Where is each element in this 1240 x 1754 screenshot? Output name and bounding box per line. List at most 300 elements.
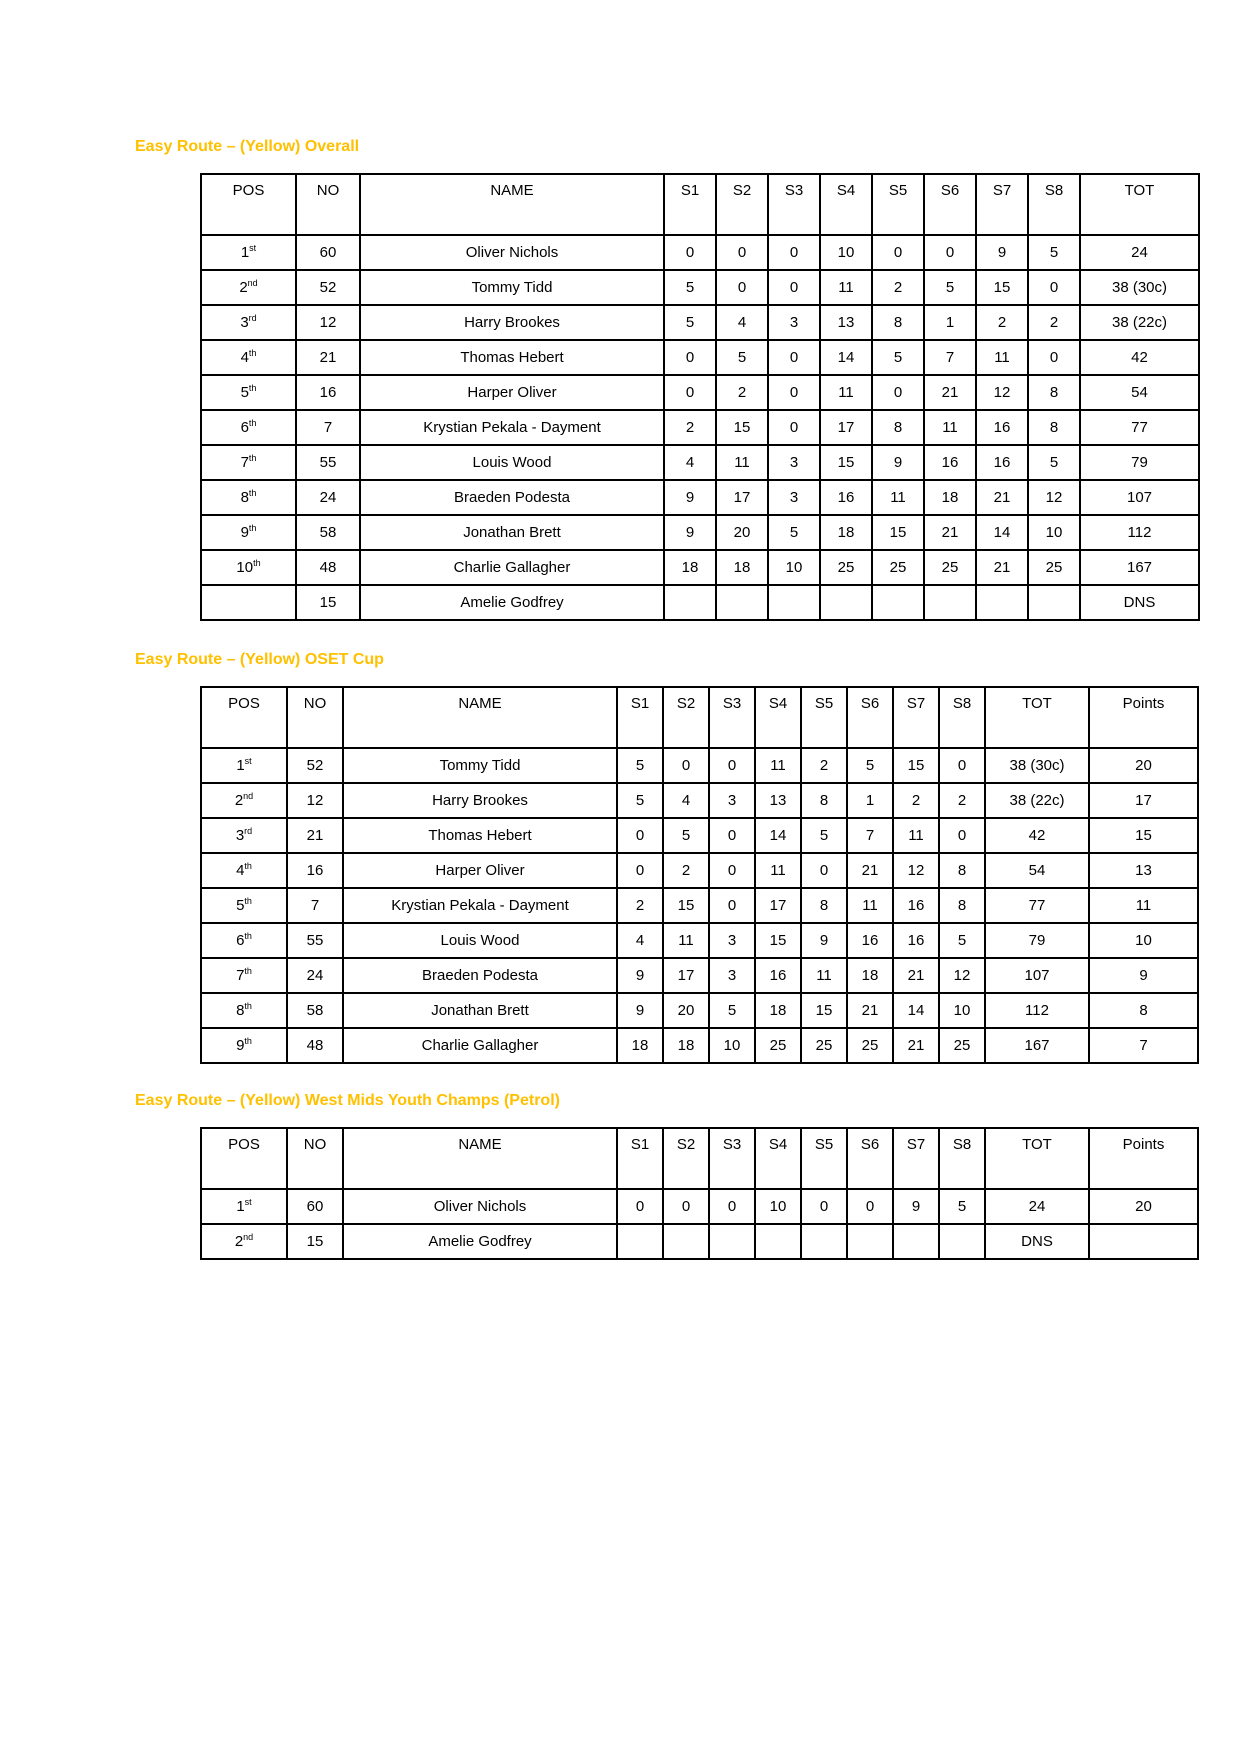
position-ordinal: nd	[243, 1232, 254, 1242]
cell-section-score-s3: 3	[768, 445, 820, 480]
cell-rider-name: Jonathan Brett	[360, 515, 664, 550]
column-header-name: NAME	[360, 174, 664, 235]
cell-points: 11	[1089, 888, 1198, 923]
cell-total: 24	[985, 1189, 1089, 1224]
table-row	[201, 748, 1198, 783]
cell-section-score-s8: 10	[1028, 515, 1080, 550]
table-row	[201, 375, 1199, 410]
column-header-pos: POS	[201, 174, 296, 235]
cell-total: 54	[1080, 375, 1199, 410]
cell-section-score-s2: 11	[663, 923, 709, 958]
results-table-west-mids	[200, 1127, 1199, 1260]
column-header-s2: S2	[663, 687, 709, 748]
cell-section-score-s2: 18	[663, 1028, 709, 1063]
cell-section-score-s4: 10	[820, 235, 872, 270]
cell-section-score-s4: 16	[755, 958, 801, 993]
cell-section-score-s8: 25	[1028, 550, 1080, 585]
cell-section-score-s7: 2	[976, 305, 1028, 340]
cell-section-score-s7: 16	[893, 888, 939, 923]
column-header-s4: S4	[755, 687, 801, 748]
column-header-s3: S3	[709, 687, 755, 748]
cell-section-score-s1: 5	[664, 305, 716, 340]
cell-section-score-s5: 0	[872, 375, 924, 410]
position-ordinal: th	[244, 1001, 252, 1011]
cell-section-score-s3: 3	[709, 958, 755, 993]
cell-rider-name: Louis Wood	[343, 923, 617, 958]
cell-total: DNS	[1080, 585, 1199, 620]
cell-section-score-s4: 25	[755, 1028, 801, 1063]
table-row	[201, 585, 1199, 620]
cell-total: 38 (22c)	[1080, 305, 1199, 340]
cell-rider-number: 21	[287, 818, 343, 853]
cell-section-score-s3: 3	[768, 480, 820, 515]
cell-rider-number: 52	[296, 270, 360, 305]
cell-section-score-s3: 0	[768, 235, 820, 270]
cell-rider-number: 55	[287, 923, 343, 958]
table-row	[201, 993, 1198, 1028]
cell-section-score-s2: 0	[663, 1189, 709, 1224]
cell-section-score-s1: 0	[617, 1189, 663, 1224]
cell-section-score-s5: 9	[801, 923, 847, 958]
cell-rider-number: 52	[287, 748, 343, 783]
cell-section-score-s6: 21	[847, 993, 893, 1028]
cell-position: 1st	[201, 1189, 287, 1224]
cell-section-score-s6: 7	[924, 340, 976, 375]
cell-rider-name: Braeden Podesta	[343, 958, 617, 993]
cell-section-score-s4: 18	[820, 515, 872, 550]
cell-position: 2nd	[201, 270, 296, 305]
cell-position: 10th	[201, 550, 296, 585]
cell-rider-name: Oliver Nichols	[343, 1189, 617, 1224]
column-header-s2: S2	[663, 1128, 709, 1189]
cell-total: 112	[985, 993, 1089, 1028]
section-oset-cup	[135, 650, 1240, 1064]
cell-section-score-s4: 11	[820, 270, 872, 305]
cell-section-score-s8: 2	[1028, 305, 1080, 340]
cell-rider-name: Harry Brookes	[360, 305, 664, 340]
cell-section-score-s5: 8	[872, 305, 924, 340]
cell-section-score-s1: 2	[617, 888, 663, 923]
cell-total: 24	[1080, 235, 1199, 270]
cell-position	[201, 585, 296, 620]
table-row	[201, 818, 1198, 853]
cell-rider-number: 12	[296, 305, 360, 340]
cell-points: 10	[1089, 923, 1198, 958]
cell-rider-number: 48	[287, 1028, 343, 1063]
position-ordinal: st	[244, 756, 252, 766]
cell-position: 5th	[201, 888, 287, 923]
cell-section-score-s6: 7	[847, 818, 893, 853]
position-ordinal: th	[244, 966, 252, 976]
table-row	[201, 1224, 1198, 1259]
column-header-s8: S8	[939, 687, 985, 748]
cell-section-score-s8: 8	[939, 853, 985, 888]
table-row	[201, 305, 1199, 340]
cell-section-score-s5	[801, 1224, 847, 1259]
cell-rider-number: 58	[296, 515, 360, 550]
cell-section-score-s3: 0	[709, 748, 755, 783]
header-row	[201, 687, 1198, 748]
cell-section-score-s2: 2	[663, 853, 709, 888]
cell-section-score-s3: 0	[768, 270, 820, 305]
cell-section-score-s1	[664, 585, 716, 620]
cell-section-score-s1: 4	[664, 445, 716, 480]
cell-section-score-s5: 5	[872, 340, 924, 375]
cell-total: 167	[1080, 550, 1199, 585]
table-row	[201, 340, 1199, 375]
cell-section-score-s1: 5	[664, 270, 716, 305]
section-west-mids	[135, 1091, 1240, 1260]
cell-section-score-s6: 18	[847, 958, 893, 993]
cell-section-score-s1: 9	[617, 993, 663, 1028]
column-header-pos: POS	[201, 687, 287, 748]
table-row	[201, 1189, 1198, 1224]
cell-section-score-s4: 14	[820, 340, 872, 375]
cell-section-score-s5: 9	[872, 445, 924, 480]
cell-section-score-s5: 15	[872, 515, 924, 550]
cell-section-score-s5: 25	[801, 1028, 847, 1063]
position-ordinal: th	[244, 1036, 252, 1046]
column-header-no: NO	[296, 174, 360, 235]
cell-section-score-s2: 15	[716, 410, 768, 445]
column-header-no: NO	[287, 1128, 343, 1189]
column-header-no: NO	[287, 687, 343, 748]
cell-section-score-s3: 0	[768, 375, 820, 410]
cell-section-score-s7: 11	[976, 340, 1028, 375]
cell-section-score-s7: 9	[893, 1189, 939, 1224]
cell-section-score-s8: 5	[939, 1189, 985, 1224]
cell-section-score-s4: 15	[820, 445, 872, 480]
cell-section-score-s7: 21	[893, 958, 939, 993]
cell-rider-number: 60	[287, 1189, 343, 1224]
position-ordinal: st	[249, 243, 257, 253]
cell-total: DNS	[985, 1224, 1089, 1259]
cell-section-score-s7: 21	[976, 550, 1028, 585]
cell-section-score-s2: 15	[663, 888, 709, 923]
cell-rider-number: 24	[287, 958, 343, 993]
table-row	[201, 923, 1198, 958]
column-header-s6: S6	[847, 687, 893, 748]
cell-section-score-s1: 0	[664, 235, 716, 270]
cell-section-score-s1: 5	[617, 748, 663, 783]
cell-section-score-s3: 3	[709, 923, 755, 958]
cell-section-score-s6: 16	[847, 923, 893, 958]
cell-section-score-s3: 10	[709, 1028, 755, 1063]
cell-points: 15	[1089, 818, 1198, 853]
cell-section-score-s7: 11	[893, 818, 939, 853]
cell-position: 9th	[201, 515, 296, 550]
table-row	[201, 445, 1199, 480]
cell-section-score-s5: 15	[801, 993, 847, 1028]
column-header-s6: S6	[924, 174, 976, 235]
cell-section-score-s3: 0	[709, 888, 755, 923]
cell-section-score-s6: 11	[847, 888, 893, 923]
cell-rider-name: Charlie Gallagher	[343, 1028, 617, 1063]
cell-section-score-s8: 5	[939, 923, 985, 958]
cell-total: 107	[985, 958, 1089, 993]
cell-section-score-s6: 25	[847, 1028, 893, 1063]
cell-section-score-s6: 21	[924, 515, 976, 550]
column-header-s7: S7	[976, 174, 1028, 235]
cell-section-score-s5: 11	[801, 958, 847, 993]
cell-total: 77	[985, 888, 1089, 923]
cell-section-score-s3	[768, 585, 820, 620]
cell-section-score-s8: 2	[939, 783, 985, 818]
cell-section-score-s5: 2	[801, 748, 847, 783]
cell-section-score-s3: 5	[709, 993, 755, 1028]
cell-section-score-s3: 5	[768, 515, 820, 550]
table-row	[201, 958, 1198, 993]
cell-section-score-s4: 18	[755, 993, 801, 1028]
cell-section-score-s7: 14	[976, 515, 1028, 550]
cell-section-score-s1: 4	[617, 923, 663, 958]
table-row	[201, 480, 1199, 515]
position-ordinal: th	[248, 383, 257, 393]
column-header-s4: S4	[755, 1128, 801, 1189]
cell-section-score-s8: 8	[1028, 375, 1080, 410]
cell-total: 42	[1080, 340, 1199, 375]
cell-section-score-s8: 8	[939, 888, 985, 923]
cell-section-score-s3: 0	[768, 340, 820, 375]
cell-section-score-s2	[663, 1224, 709, 1259]
position-ordinal: th	[248, 523, 257, 533]
cell-position: 8th	[201, 480, 296, 515]
column-header-tot: TOT	[985, 687, 1089, 748]
cell-section-score-s1	[617, 1224, 663, 1259]
cell-section-score-s5: 8	[801, 783, 847, 818]
cell-points: 8	[1089, 993, 1198, 1028]
cell-section-score-s5: 8	[801, 888, 847, 923]
cell-section-score-s2: 5	[716, 340, 768, 375]
cell-section-score-s8: 5	[1028, 235, 1080, 270]
cell-section-score-s8: 5	[1028, 445, 1080, 480]
cell-section-score-s6: 1	[924, 305, 976, 340]
cell-total: 107	[1080, 480, 1199, 515]
section-title-overall: Easy Route – (Yellow) Overall	[135, 138, 360, 155]
cell-section-score-s6: 0	[924, 235, 976, 270]
cell-total: 112	[1080, 515, 1199, 550]
cell-rider-name: Charlie Gallagher	[360, 550, 664, 585]
cell-section-score-s1: 18	[617, 1028, 663, 1063]
cell-rider-name: Harper Oliver	[343, 853, 617, 888]
cell-total: 38 (30c)	[1080, 270, 1199, 305]
cell-section-score-s7: 15	[893, 748, 939, 783]
cell-total: 79	[985, 923, 1089, 958]
cell-section-score-s2: 0	[716, 235, 768, 270]
cell-points: 20	[1089, 748, 1198, 783]
cell-position: 9th	[201, 1028, 287, 1063]
cell-position: 4th	[201, 853, 287, 888]
cell-section-score-s1: 9	[617, 958, 663, 993]
cell-section-score-s2	[716, 585, 768, 620]
results-table-overall	[200, 173, 1200, 621]
cell-position: 6th	[201, 923, 287, 958]
cell-position: 5th	[201, 375, 296, 410]
cell-position: 2nd	[201, 783, 287, 818]
position-ordinal: rd	[248, 313, 257, 323]
cell-section-score-s1: 5	[617, 783, 663, 818]
cell-position: 6th	[201, 410, 296, 445]
column-header-s7: S7	[893, 687, 939, 748]
cell-section-score-s2: 20	[663, 993, 709, 1028]
cell-section-score-s6: 5	[924, 270, 976, 305]
cell-section-score-s6: 21	[924, 375, 976, 410]
position-ordinal: th	[248, 488, 257, 498]
column-header-s3: S3	[768, 174, 820, 235]
cell-points: 9	[1089, 958, 1198, 993]
cell-section-score-s5: 11	[872, 480, 924, 515]
column-header-s1: S1	[664, 174, 716, 235]
cell-section-score-s7	[893, 1224, 939, 1259]
cell-section-score-s6: 25	[924, 550, 976, 585]
cell-section-score-s3: 0	[709, 853, 755, 888]
cell-section-score-s2: 17	[663, 958, 709, 993]
cell-section-score-s6	[847, 1224, 893, 1259]
cell-points: 20	[1089, 1189, 1198, 1224]
cell-section-score-s6: 18	[924, 480, 976, 515]
table-row	[201, 853, 1198, 888]
cell-rider-number: 12	[287, 783, 343, 818]
cell-section-score-s8: 0	[939, 748, 985, 783]
cell-position: 3rd	[201, 305, 296, 340]
cell-section-score-s7: 12	[893, 853, 939, 888]
table-row	[201, 1028, 1198, 1063]
cell-section-score-s5: 2	[872, 270, 924, 305]
cell-section-score-s4: 15	[755, 923, 801, 958]
cell-rider-name: Thomas Hebert	[343, 818, 617, 853]
cell-section-score-s2: 5	[663, 818, 709, 853]
column-header-tot: TOT	[985, 1128, 1089, 1189]
cell-position: 1st	[201, 748, 287, 783]
cell-points: 7	[1089, 1028, 1198, 1063]
cell-section-score-s4: 17	[820, 410, 872, 445]
cell-section-score-s1: 0	[617, 818, 663, 853]
column-header-points: Points	[1089, 1128, 1198, 1189]
column-header-points: Points	[1089, 687, 1198, 748]
cell-total: 79	[1080, 445, 1199, 480]
column-header-s7: S7	[893, 1128, 939, 1189]
cell-points: 13	[1089, 853, 1198, 888]
cell-section-score-s4: 11	[755, 748, 801, 783]
cell-total: 77	[1080, 410, 1199, 445]
cell-rider-name: Tommy Tidd	[360, 270, 664, 305]
position-ordinal: th	[244, 931, 252, 941]
column-header-s3: S3	[709, 1128, 755, 1189]
cell-section-score-s3	[709, 1224, 755, 1259]
position-ordinal: th	[244, 896, 252, 906]
cell-rider-name: Thomas Hebert	[360, 340, 664, 375]
cell-section-score-s5	[872, 585, 924, 620]
cell-section-score-s7: 16	[976, 410, 1028, 445]
column-header-s6: S6	[847, 1128, 893, 1189]
cell-section-score-s1: 2	[664, 410, 716, 445]
column-header-s4: S4	[820, 174, 872, 235]
position-ordinal: th	[244, 861, 252, 871]
cell-section-score-s1: 0	[664, 375, 716, 410]
cell-section-score-s8: 0	[1028, 270, 1080, 305]
position-ordinal: th	[248, 418, 257, 428]
cell-total: 38 (30c)	[985, 748, 1089, 783]
cell-section-score-s7: 2	[893, 783, 939, 818]
column-header-s8: S8	[1028, 174, 1080, 235]
cell-rider-number: 16	[287, 853, 343, 888]
cell-rider-number: 21	[296, 340, 360, 375]
cell-section-score-s8: 0	[1028, 340, 1080, 375]
position-ordinal: rd	[244, 826, 253, 836]
column-header-s5: S5	[801, 1128, 847, 1189]
table-row	[201, 783, 1198, 818]
cell-total: 38 (22c)	[985, 783, 1089, 818]
cell-rider-number: 55	[296, 445, 360, 480]
cell-section-score-s4: 16	[820, 480, 872, 515]
cell-section-score-s6: 21	[847, 853, 893, 888]
cell-section-score-s7: 16	[976, 445, 1028, 480]
cell-section-score-s6: 0	[847, 1189, 893, 1224]
cell-rider-name: Amelie Godfrey	[343, 1224, 617, 1259]
cell-rider-name: Harper Oliver	[360, 375, 664, 410]
cell-section-score-s6: 16	[924, 445, 976, 480]
cell-section-score-s5: 0	[801, 853, 847, 888]
cell-section-score-s7: 12	[976, 375, 1028, 410]
cell-points	[1089, 1224, 1198, 1259]
cell-rider-name: Krystian Pekala - Dayment	[360, 410, 664, 445]
header-row	[201, 174, 1199, 235]
cell-section-score-s8: 8	[1028, 410, 1080, 445]
cell-position: 2nd	[201, 1224, 287, 1259]
cell-section-score-s5: 8	[872, 410, 924, 445]
cell-rider-number: 24	[296, 480, 360, 515]
cell-section-score-s2: 4	[663, 783, 709, 818]
table-row	[201, 235, 1199, 270]
cell-section-score-s4: 11	[820, 375, 872, 410]
column-header-s1: S1	[617, 687, 663, 748]
cell-section-score-s3: 3	[709, 783, 755, 818]
cell-rider-name: Jonathan Brett	[343, 993, 617, 1028]
cell-section-score-s5: 0	[872, 235, 924, 270]
table-row	[201, 515, 1199, 550]
column-header-s5: S5	[872, 174, 924, 235]
cell-section-score-s5: 0	[801, 1189, 847, 1224]
cell-section-score-s8: 0	[939, 818, 985, 853]
cell-rider-name: Braeden Podesta	[360, 480, 664, 515]
column-header-s1: S1	[617, 1128, 663, 1189]
cell-section-score-s2: 20	[716, 515, 768, 550]
cell-section-score-s7: 9	[976, 235, 1028, 270]
cell-section-score-s3: 10	[768, 550, 820, 585]
cell-total: 167	[985, 1028, 1089, 1063]
column-header-name: NAME	[343, 687, 617, 748]
cell-rider-name: Oliver Nichols	[360, 235, 664, 270]
cell-rider-number: 15	[296, 585, 360, 620]
cell-section-score-s7: 16	[893, 923, 939, 958]
table-row	[201, 550, 1199, 585]
cell-section-score-s3: 0	[768, 410, 820, 445]
position-ordinal: nd	[243, 791, 254, 801]
cell-section-score-s4: 14	[755, 818, 801, 853]
cell-section-score-s6: 5	[847, 748, 893, 783]
cell-section-score-s7: 21	[893, 1028, 939, 1063]
cell-section-score-s8: 25	[939, 1028, 985, 1063]
cell-section-score-s4: 13	[820, 305, 872, 340]
cell-rider-number: 60	[296, 235, 360, 270]
cell-position: 4th	[201, 340, 296, 375]
cell-section-score-s4: 11	[755, 853, 801, 888]
cell-section-score-s1: 9	[664, 515, 716, 550]
cell-section-score-s1: 18	[664, 550, 716, 585]
cell-section-score-s5: 25	[872, 550, 924, 585]
cell-section-score-s8: 12	[939, 958, 985, 993]
cell-section-score-s4: 13	[755, 783, 801, 818]
